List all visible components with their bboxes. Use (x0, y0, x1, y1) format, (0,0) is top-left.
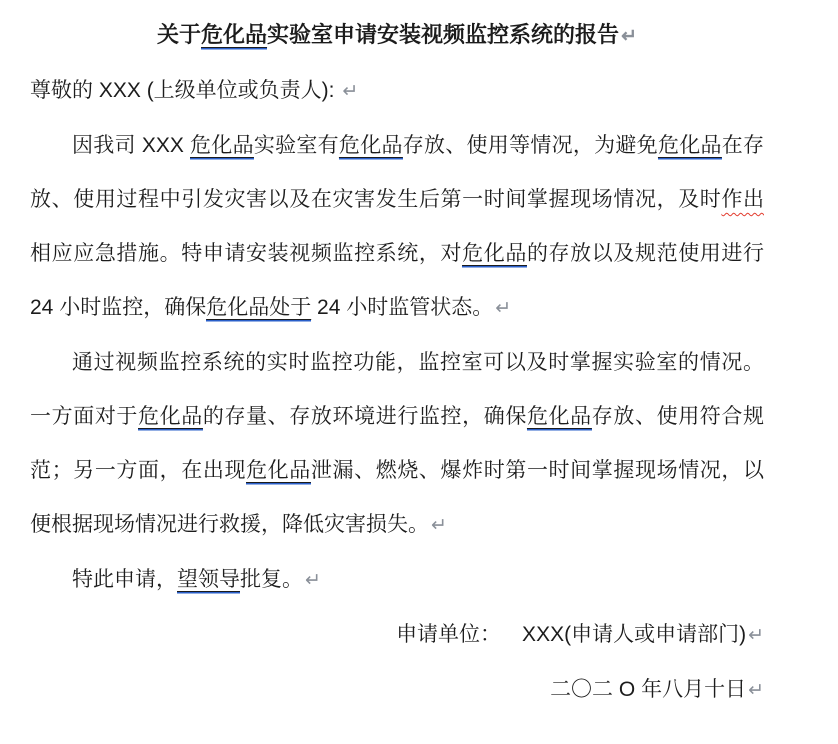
text-run: 实验室有 (253, 134, 339, 157)
text-run: 通过视频监控系统的实时监控功能，监控室可以及时掌握实验室的情况。一方面对于 (30, 351, 764, 428)
text-run: 的存量、存放环境进行监控，确保 (202, 405, 527, 428)
spellcheck-flagged-term: 作出 (721, 188, 764, 211)
text-run: 申请单位： XXX(申请人或申请部门) (396, 623, 747, 646)
text-run: 存放、使用符合规范；另一方面，在出现 (30, 405, 765, 482)
underlined-term: 望领导 (177, 568, 240, 591)
body-paragraph-2 (30, 336, 764, 553)
underlined-term: 危化品 (138, 405, 203, 428)
paragraph-mark-icon: ↵ (342, 81, 359, 102)
paragraph-mark-icon: ↵ (431, 515, 447, 536)
underlined-term: 危化品 (201, 22, 268, 47)
text-run: 尊敬的 XXX (上级单位或负责人): (30, 79, 341, 102)
text-run: 的存放以及规范使用进行 24 小时监控，确保 (30, 242, 765, 319)
salutation-text (30, 79, 340, 102)
title-text (157, 22, 619, 47)
closing-text (72, 568, 303, 591)
text-run: 因我司 XXX (72, 134, 191, 157)
text-run: 关于 (157, 22, 202, 47)
underlined-term: 危化品 (338, 134, 403, 157)
signature-line (30, 608, 764, 663)
text-run: 实验室申请安装视频监控系统的报告 (267, 22, 620, 47)
underlined-term: 危化品 (657, 134, 722, 157)
document-title (30, 8, 764, 64)
paragraph-mark-icon: ↵ (748, 680, 764, 701)
closing-line (30, 553, 764, 608)
text-run: 泄漏、燃烧、爆炸时第一时间掌握现场情况，以便根据现场情况进行救援，降低灾害损失。 (30, 459, 765, 536)
text-run: 二〇二 O 年八月十日 (550, 678, 747, 701)
paragraph-mark-icon: ↵ (748, 625, 764, 646)
salutation-line (30, 64, 764, 119)
signature-text (396, 623, 746, 646)
date-text (550, 678, 746, 701)
text-run: 24 小时监管状态。 (311, 296, 494, 319)
underlined-term: 危化品处于 (206, 296, 312, 319)
text-run: 在存放、使用过程中引发灾害以及在灾害发生后第一时间掌握现场情况，及时 (30, 134, 765, 211)
underlined-term: 危化品 (526, 405, 592, 428)
date-line (30, 663, 764, 718)
paragraph-mark-icon: ↵ (305, 570, 321, 591)
body-paragraph-1 (30, 119, 764, 336)
text-run: 批复。 (240, 568, 303, 591)
underlined-term: 危化品 (246, 459, 311, 482)
body-paragraph-2-text (30, 351, 764, 536)
paragraph-mark-icon: ↵ (495, 298, 512, 319)
body-paragraph-1-text (30, 134, 764, 319)
text-run: 相应应急措施。特申请安装视频监控系统，对 (30, 242, 463, 265)
paragraph-mark-icon: ↵ (621, 26, 637, 47)
text-run: 存放、使用等情况，为避免 (402, 134, 658, 157)
underlined-term: 危化品 (462, 242, 527, 265)
text-run: 特此申请， (72, 568, 177, 591)
underlined-term: 危化品 (190, 134, 254, 157)
